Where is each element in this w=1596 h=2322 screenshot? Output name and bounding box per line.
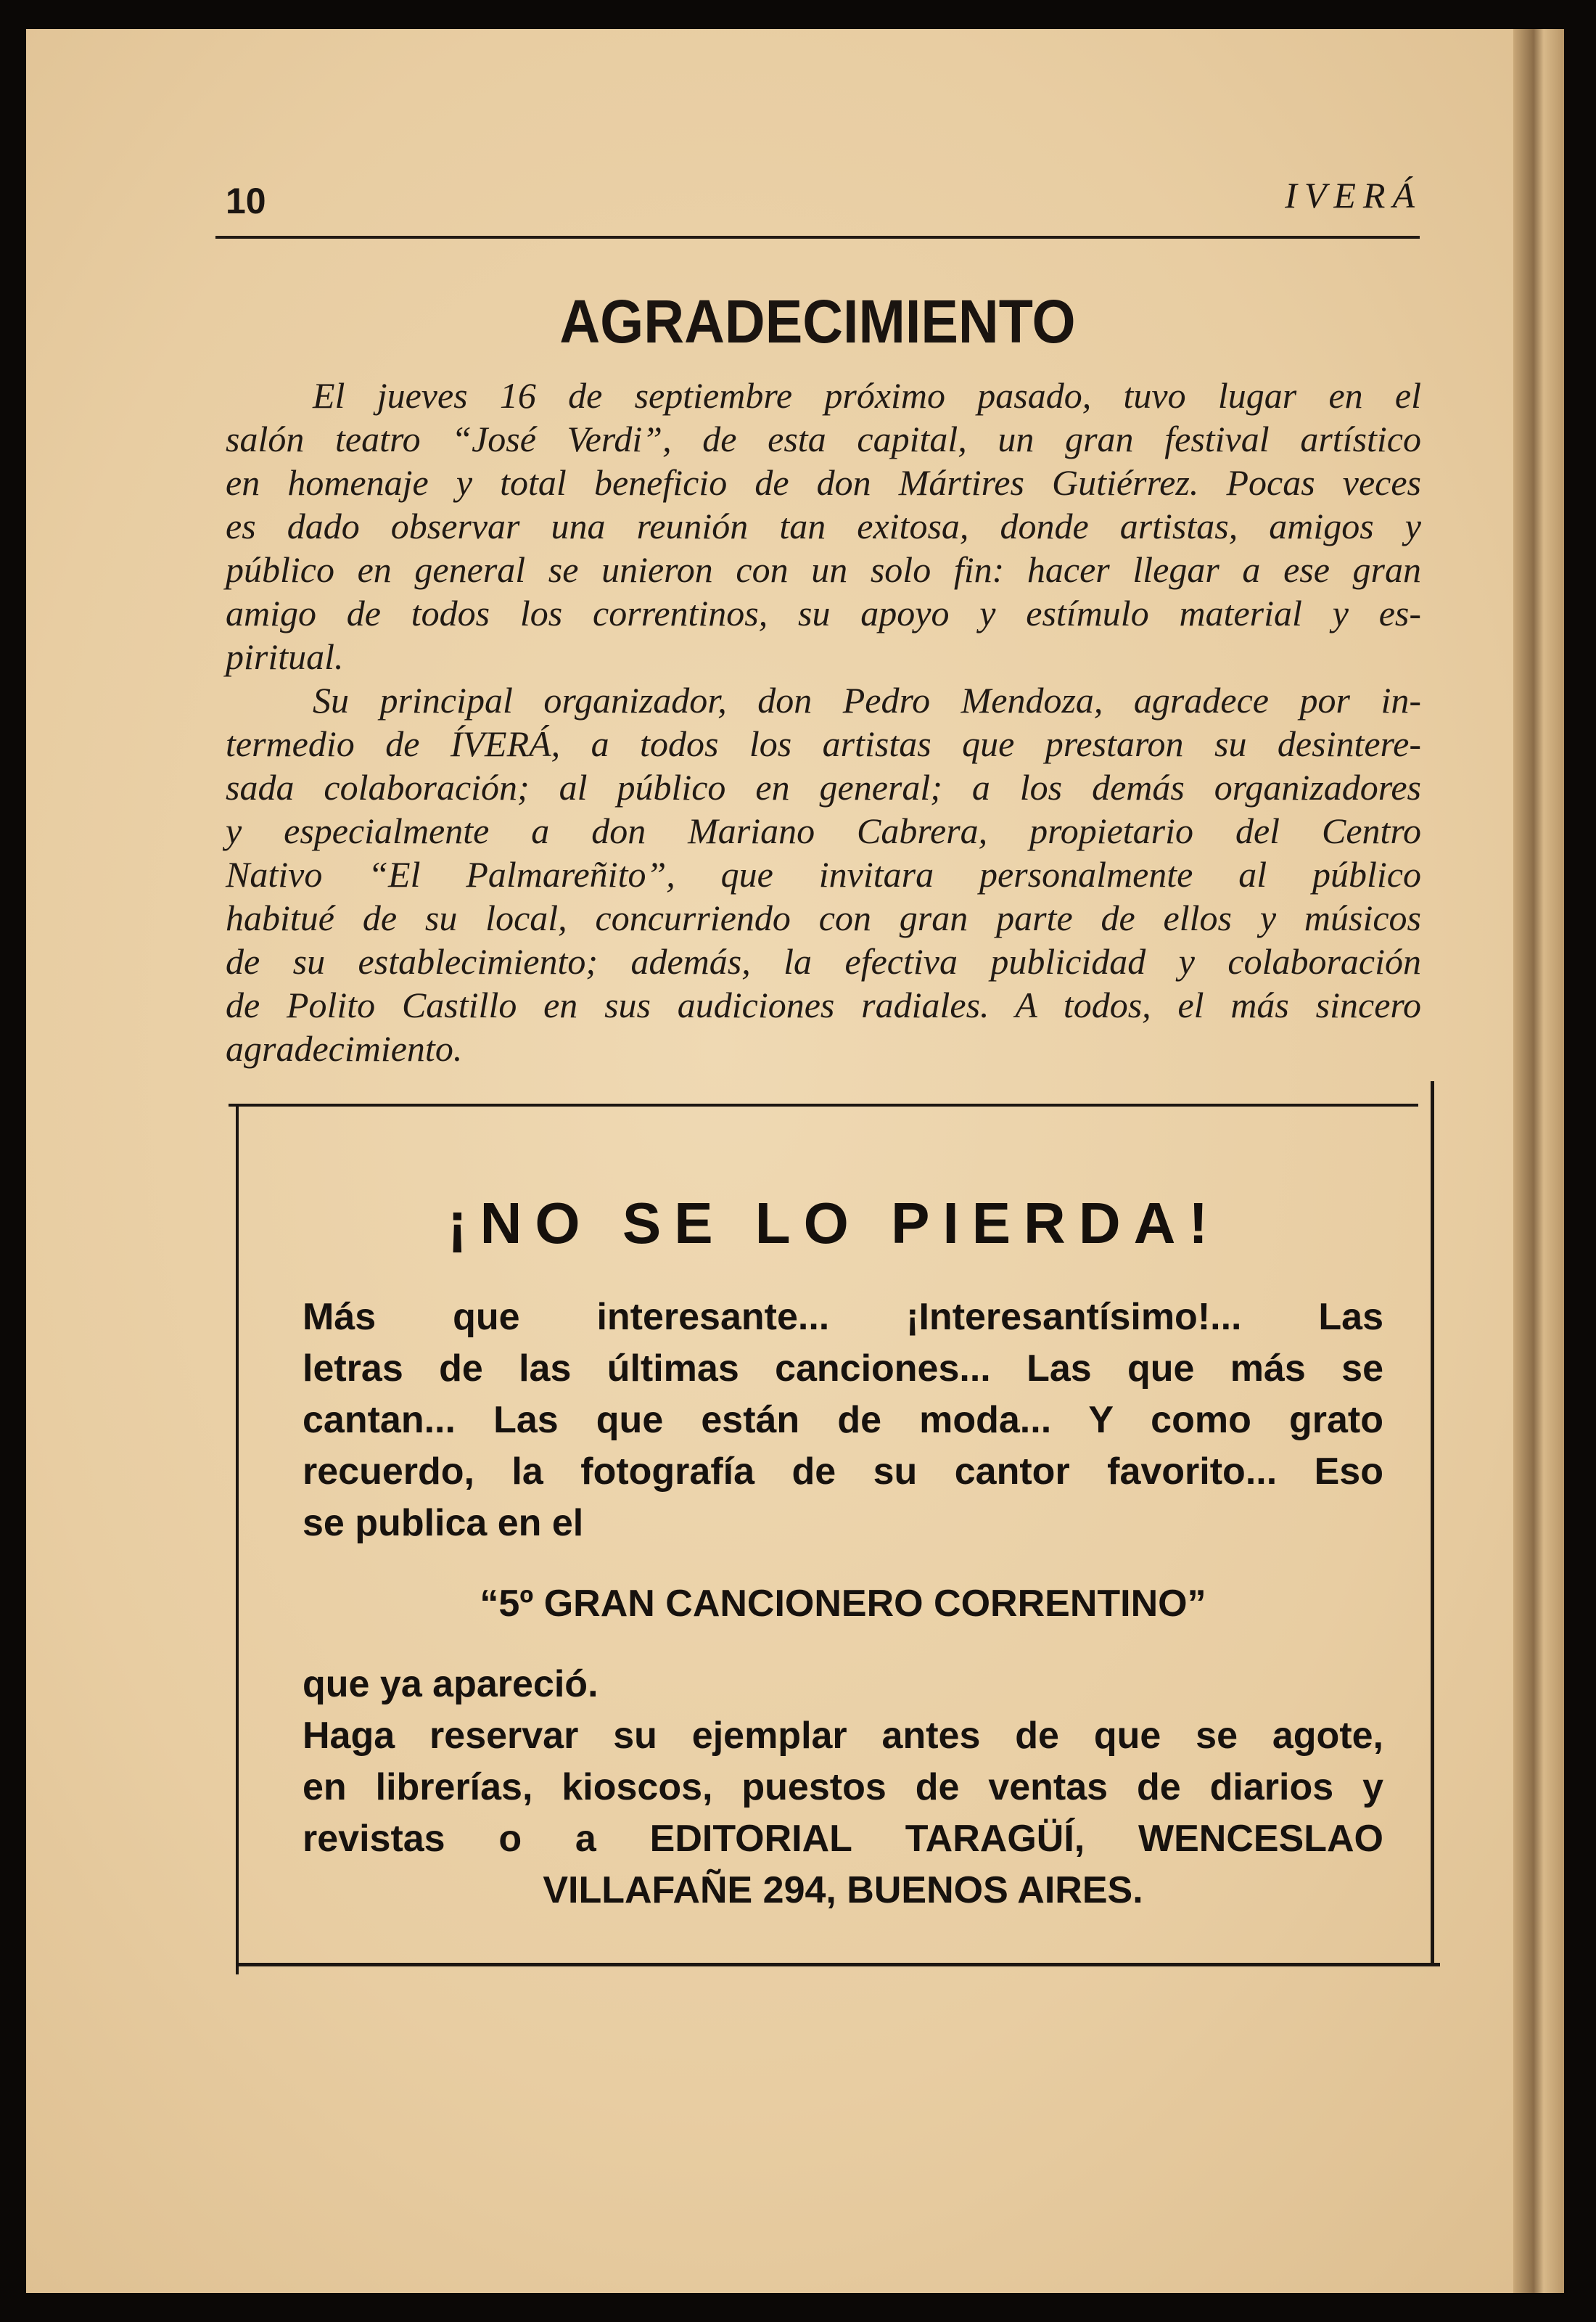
text-line: piritual. xyxy=(226,636,344,677)
text-line: de su establecimiento; además, la efectiva publicidad y colaboración xyxy=(226,941,1421,982)
ad-heading: ¡NO SE LO PIERDA! xyxy=(447,1191,1222,1255)
ad-box-border-bottom xyxy=(236,1963,1440,1966)
page-edge xyxy=(1513,29,1564,2293)
text-line: Haga reservar su ejemplar antes de que se agote, xyxy=(303,1715,1383,1757)
text-line: Nativo “El Palmareñito”, que invitara personalmente al público xyxy=(226,854,1421,895)
ad-body xyxy=(303,1292,1383,1916)
text-line: salón teatro “José Verdi”, de esta capital, un gran festival artístico xyxy=(226,419,1421,459)
ad-box-border-right xyxy=(1431,1081,1434,1963)
text-line: y especialmente a don Mariano Cabrera, propietario del Centro xyxy=(226,811,1421,851)
magazine-name: IVERÁ xyxy=(1285,175,1422,216)
text-line: cantan... Las que están de moda... Y como grato xyxy=(303,1399,1383,1441)
text-line: público en general se unieron con un solo fin: hacer llegar a ese gran xyxy=(226,549,1421,590)
text-line: amigo de todos los correntinos, su apoyo y estímulo material y es- xyxy=(226,593,1421,633)
text-line: Su principal organizador, don Pedro Mendoza, agradece por in- xyxy=(313,680,1421,721)
article-title: AGRADECIMIENTO xyxy=(559,287,1076,356)
text-line: de Polito Castillo en sus audiciones radiales. A todos, el más sincero xyxy=(226,985,1421,1025)
ad-publication-title: “5º GRAN CANCIONERO CORRENTINO” xyxy=(480,1583,1206,1625)
article-body xyxy=(226,374,1421,1070)
text-line: agradecimiento. xyxy=(226,1028,463,1069)
text-line: El jueves 16 de septiembre próximo pasado, tuvo lugar en el xyxy=(313,375,1421,416)
text-line: termedio de ÍVERÁ, a todos los artistas que prestaron su desintere- xyxy=(226,723,1421,764)
ad-appeared: que ya apareció. xyxy=(303,1663,598,1705)
ad-box-border-top xyxy=(229,1104,1418,1107)
ad-address: VILLAFAÑE 294, BUENOS AIRES. xyxy=(543,1869,1143,1911)
text-line: Más que interesante... ¡Interesantísimo!... Las xyxy=(303,1296,1383,1338)
ad-intro xyxy=(303,1292,1383,1549)
text-line: habitué de su local, concurriendo con gran parte de ellos y músicos xyxy=(226,898,1421,938)
page-number: 10 xyxy=(226,181,266,221)
text-line: se publica en el xyxy=(303,1502,584,1544)
text-line: en librerías, kioscos, puestos de ventas de diarios y xyxy=(303,1766,1383,1808)
ad-closing xyxy=(303,1710,1383,1865)
magazine-page xyxy=(26,29,1564,2293)
header-rule xyxy=(215,236,1420,239)
text-line: recuerdo, la fotografía de su cantor favorito... Eso xyxy=(303,1451,1383,1493)
text-line: letras de las últimas canciones... Las que más se xyxy=(303,1347,1383,1390)
ad-box-border-left xyxy=(236,1104,239,1974)
text-line: en homenaje y total beneficio de don Mártires Gutiérrez. Pocas veces xyxy=(226,462,1421,503)
text-line: es dado observar una reunión tan exitosa, donde artistas, amigos y xyxy=(226,506,1421,546)
text-line: revistas o a EDITORIAL TARAGÜÍ, WENCESLAO xyxy=(303,1818,1383,1860)
text-line: sada colaboración; al público en general; a los demás organizadores xyxy=(226,767,1421,808)
